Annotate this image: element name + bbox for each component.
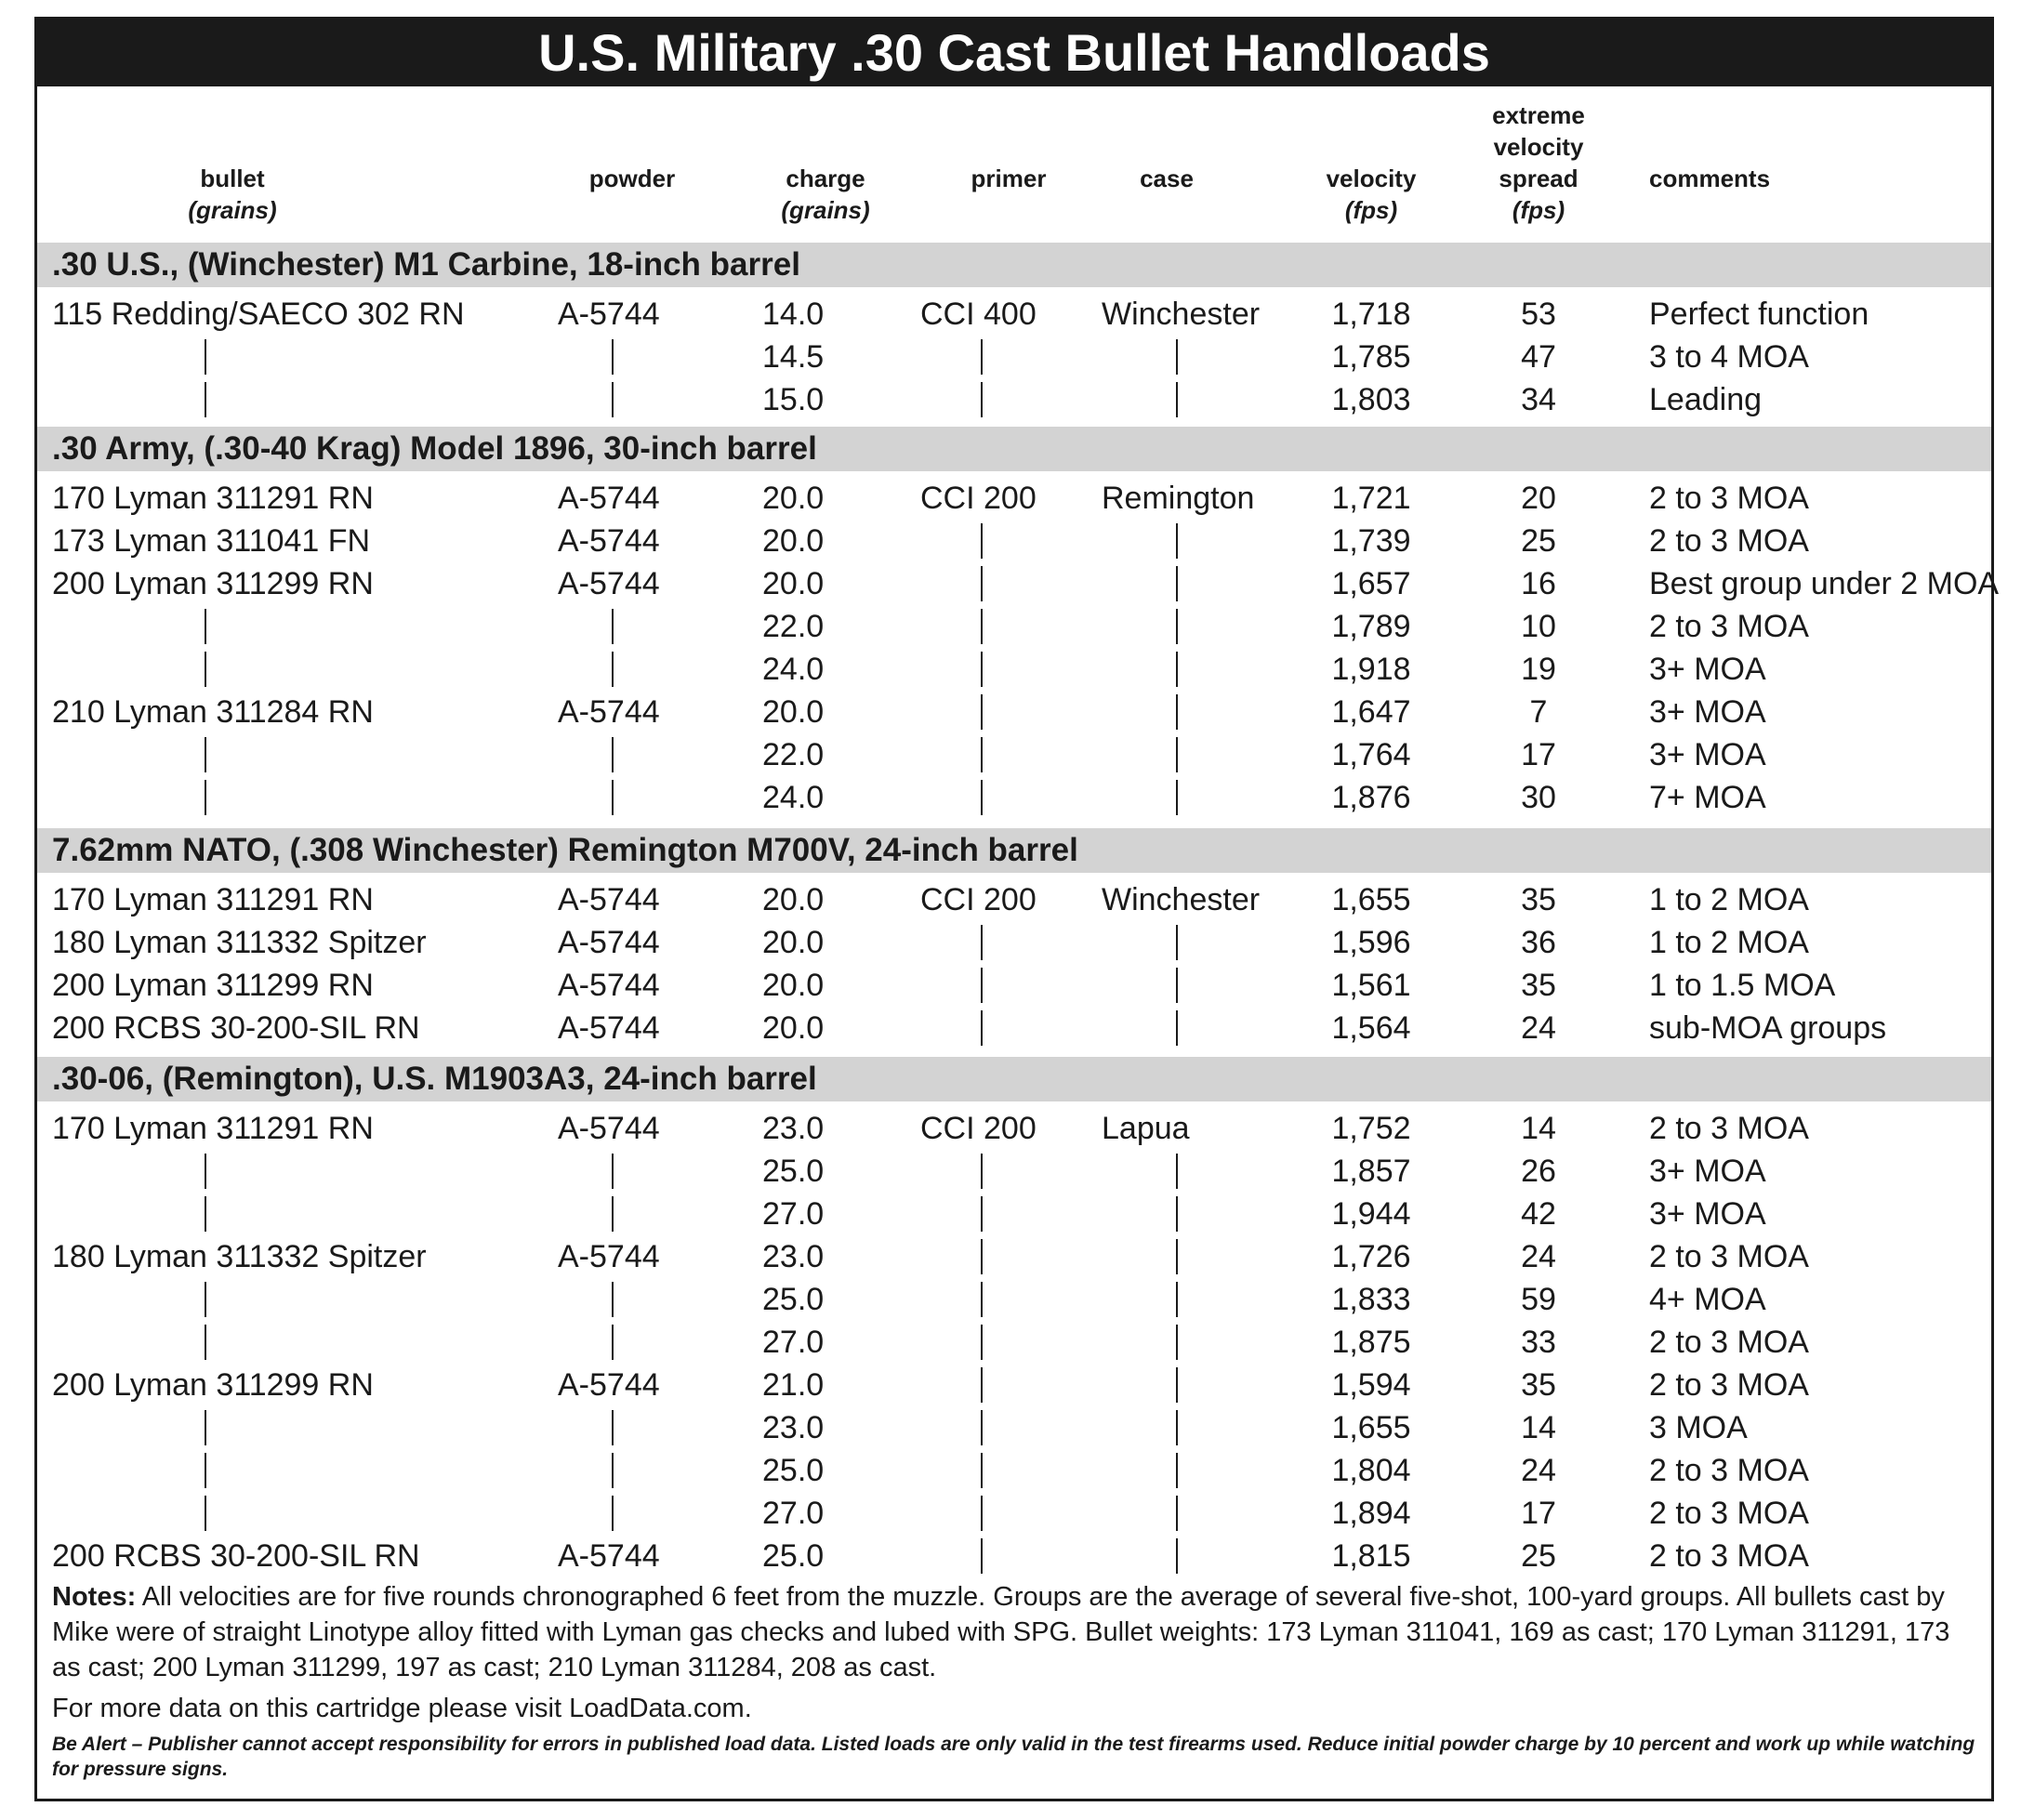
ditto-mark <box>612 737 614 772</box>
cell-velocity: 1,815 <box>1331 1538 1411 1574</box>
cell-evs: 17 <box>1521 1496 1556 1531</box>
cell-comments: 1 to 2 MOA <box>1649 882 1809 917</box>
cell-bullet: 180 Lyman 311332 Spitzer <box>52 1239 427 1274</box>
cell-charge: 25.0 <box>762 1538 825 1574</box>
ditto-mark <box>612 780 614 815</box>
table-row <box>37 1321 1991 1364</box>
cell-comments: 2 to 3 MOA <box>1649 1111 1809 1146</box>
table-row <box>37 477 1991 520</box>
ditto-mark <box>1176 1325 1178 1360</box>
header-powder-label: powder <box>588 165 676 192</box>
header-evs-line-2: velocity <box>1493 133 1584 161</box>
ditto-mark <box>205 1154 206 1189</box>
table-row <box>37 1364 1991 1406</box>
cell-charge: 25.0 <box>762 1453 825 1488</box>
table-row <box>37 1235 1991 1278</box>
cell-evs: 7 <box>1529 694 1548 730</box>
cell-comments: 1 to 2 MOA <box>1649 925 1809 960</box>
cell-powder: A-5744 <box>558 968 660 1003</box>
cell-comments: 7+ MOA <box>1649 780 1766 815</box>
cell-case: Winchester <box>1102 882 1261 917</box>
ditto-mark <box>205 1196 206 1232</box>
ditto-mark <box>1176 1367 1178 1403</box>
cell-charge: 27.0 <box>762 1325 825 1360</box>
ditto-mark <box>1176 1282 1178 1317</box>
cell-evs: 35 <box>1521 968 1556 1003</box>
ditto-mark <box>612 339 614 375</box>
cell-evs: 42 <box>1521 1196 1556 1232</box>
cell-velocity: 1,564 <box>1331 1010 1411 1046</box>
notes-text: All velocities are for five rounds chronographed 6 feet from the muzzle. Groups are the average of several five-shot, 100-yard groups. All bullets cast by Mike were of straight Linotype alloy fitted with Lyman gas checks and lubed with SPG. Bullet weights: 173 Lyman 311041, 169 as cast; 170 Lyman 311291, 173 as cast; 200 Lyman 311299, 197 as cast; 210 Lyman 311284, 208 as cast. <box>52 1582 1950 1682</box>
section-header: .30 U.S., (Winchester) M1 Carbine, 18-inch barrel <box>37 243 1991 287</box>
ditto-mark <box>1176 566 1178 601</box>
ditto-mark <box>1176 1453 1178 1488</box>
ditto-mark <box>1176 1010 1178 1046</box>
ditto-mark <box>1176 1196 1178 1232</box>
cell-powder: A-5744 <box>558 882 660 917</box>
table-row <box>37 1449 1991 1492</box>
section-header: .30 Army, (.30-40 Krag) Model 1896, 30-inch barrel <box>37 427 1991 471</box>
header-primer <box>948 163 1069 194</box>
table-row <box>37 1278 1991 1321</box>
ditto-mark <box>981 523 983 559</box>
cell-comments: 3 to 4 MOA <box>1649 339 1809 375</box>
cell-evs: 20 <box>1521 481 1556 516</box>
ditto-mark <box>981 1282 983 1317</box>
cell-bullet: 173 Lyman 311041 FN <box>52 523 371 559</box>
cell-velocity: 1,594 <box>1331 1367 1411 1403</box>
table-row <box>37 1107 1991 1150</box>
cell-velocity: 1,657 <box>1331 566 1411 601</box>
cell-comments: 3+ MOA <box>1649 737 1766 772</box>
cell-comments: 2 to 3 MOA <box>1649 1325 1809 1360</box>
cell-case: Winchester <box>1102 297 1261 332</box>
cell-charge: 22.0 <box>762 737 825 772</box>
ditto-mark <box>612 1496 614 1531</box>
cell-primer: CCI 200 <box>920 481 1037 516</box>
ditto-mark <box>205 382 206 417</box>
ditto-mark <box>1176 694 1178 730</box>
cell-bullet: 200 Lyman 311299 RN <box>52 1367 374 1403</box>
ditto-mark <box>205 652 206 687</box>
cell-powder: A-5744 <box>558 566 660 601</box>
ditto-mark <box>981 382 983 417</box>
cell-comments: Best group under 2 MOA <box>1649 566 2000 601</box>
ditto-mark <box>981 339 983 375</box>
table-row <box>37 378 1991 421</box>
ditto-mark <box>981 968 983 1003</box>
cell-charge: 20.0 <box>762 481 825 516</box>
cell-powder: A-5744 <box>558 1538 660 1574</box>
cell-evs: 10 <box>1521 609 1556 644</box>
cell-powder: A-5744 <box>558 481 660 516</box>
cell-velocity: 1,918 <box>1331 652 1411 687</box>
cell-bullet: 170 Lyman 311291 RN <box>52 1111 374 1146</box>
ditto-mark <box>1176 1496 1178 1531</box>
table-title: U.S. Military .30 Cast Bullet Handloads <box>37 20 1991 86</box>
ditto-mark <box>1176 968 1178 1003</box>
cell-evs: 53 <box>1521 297 1556 332</box>
cell-powder: A-5744 <box>558 1367 660 1403</box>
cell-velocity: 1,647 <box>1331 694 1411 730</box>
cell-evs: 25 <box>1521 1538 1556 1574</box>
cell-charge: 21.0 <box>762 1367 825 1403</box>
cell-charge: 23.0 <box>762 1111 825 1146</box>
ditto-mark <box>981 609 983 644</box>
table-row <box>37 605 1991 648</box>
header-powder <box>567 163 697 194</box>
cell-evs: 34 <box>1521 382 1556 417</box>
cell-bullet: 210 Lyman 311284 RN <box>52 694 374 730</box>
table-row <box>37 1406 1991 1449</box>
section-header: .30-06, (Remington), U.S. M1903A3, 24-inch barrel <box>37 1057 1991 1101</box>
header-velocity-unit: (fps) <box>1344 196 1398 224</box>
cell-comments: 1 to 1.5 MOA <box>1649 968 1836 1003</box>
cell-comments: 3 MOA <box>1649 1410 1748 1445</box>
ditto-mark <box>981 1538 983 1574</box>
header-evs-line-1: extreme <box>1492 101 1585 129</box>
cell-powder: A-5744 <box>558 1111 660 1146</box>
cell-charge: 20.0 <box>762 925 825 960</box>
cell-velocity: 1,726 <box>1331 1239 1411 1274</box>
cell-charge: 20.0 <box>762 566 825 601</box>
cell-evs: 35 <box>1521 882 1556 917</box>
cell-primer: CCI 200 <box>920 1111 1037 1146</box>
cell-bullet: 200 RCBS 30-200-SIL RN <box>52 1538 420 1574</box>
ditto-mark <box>1176 382 1178 417</box>
cell-velocity: 1,804 <box>1331 1453 1411 1488</box>
cell-evs: 24 <box>1521 1453 1556 1488</box>
cell-evs: 47 <box>1521 339 1556 375</box>
ditto-mark <box>1176 737 1178 772</box>
ditto-mark <box>205 1410 206 1445</box>
cell-evs: 30 <box>1521 780 1556 815</box>
cell-velocity: 1,875 <box>1331 1325 1411 1360</box>
cell-evs: 35 <box>1521 1367 1556 1403</box>
ditto-mark <box>1176 925 1178 960</box>
table-row <box>37 520 1991 562</box>
cell-velocity: 1,739 <box>1331 523 1411 559</box>
ditto-mark <box>1176 1239 1178 1274</box>
cell-primer: CCI 400 <box>920 297 1037 332</box>
cell-velocity: 1,721 <box>1331 481 1411 516</box>
table-row <box>37 733 1991 776</box>
ditto-mark <box>205 1496 206 1531</box>
cell-bullet: 115 Redding/SAECO 302 RN <box>52 297 465 332</box>
cell-comments: 2 to 3 MOA <box>1649 1538 1809 1574</box>
cell-velocity: 1,857 <box>1331 1154 1411 1189</box>
cell-charge: 24.0 <box>762 780 825 815</box>
cell-evs: 59 <box>1521 1282 1556 1317</box>
ditto-mark <box>612 652 614 687</box>
ditto-mark <box>1176 609 1178 644</box>
ditto-mark <box>981 1367 983 1403</box>
cell-bullet: 170 Lyman 311291 RN <box>52 882 374 917</box>
cell-velocity: 1,894 <box>1331 1496 1411 1531</box>
header-bullet-label: bullet <box>200 165 265 192</box>
table-row <box>37 878 1991 921</box>
cell-primer: CCI 200 <box>920 882 1037 917</box>
cell-comments: 2 to 3 MOA <box>1649 1367 1809 1403</box>
table-row <box>37 293 1991 336</box>
header-bullet-unit: (grains) <box>188 196 277 224</box>
cell-powder: A-5744 <box>558 925 660 960</box>
cell-velocity: 1,561 <box>1331 968 1411 1003</box>
ditto-mark <box>981 694 983 730</box>
ditto-mark <box>612 1154 614 1189</box>
cell-comments: 3+ MOA <box>1649 1154 1766 1189</box>
table-row <box>37 336 1991 378</box>
cell-velocity: 1,876 <box>1331 780 1411 815</box>
cell-charge: 23.0 <box>762 1239 825 1274</box>
ditto-mark <box>1176 1410 1178 1445</box>
table-row <box>37 648 1991 691</box>
cell-comments: Perfect function <box>1649 297 1869 332</box>
cell-charge: 14.5 <box>762 339 825 375</box>
ditto-mark <box>981 1410 983 1445</box>
ditto-mark <box>205 1282 206 1317</box>
ditto-mark <box>612 1325 614 1360</box>
ditto-mark <box>205 1453 206 1488</box>
cell-charge: 20.0 <box>762 968 825 1003</box>
cell-evs: 14 <box>1521 1111 1556 1146</box>
cell-velocity: 1,596 <box>1331 925 1411 960</box>
cell-bullet: 180 Lyman 311332 Spitzer <box>52 925 427 960</box>
header-comments <box>1649 163 1770 194</box>
header-velocity-label: velocity <box>1326 165 1417 192</box>
ditto-mark <box>205 339 206 375</box>
ditto-mark <box>1176 652 1178 687</box>
cell-case: Lapua <box>1102 1111 1190 1146</box>
ditto-mark <box>981 1239 983 1274</box>
header-case <box>1116 163 1218 194</box>
cell-comments: 2 to 3 MOA <box>1649 1453 1809 1488</box>
cell-charge: 15.0 <box>762 382 825 417</box>
cell-velocity: 1,718 <box>1331 297 1411 332</box>
header-comments-label: comments <box>1649 165 1771 192</box>
ditto-mark <box>205 609 206 644</box>
ditto-mark <box>981 652 983 687</box>
alert-disclaimer: Be Alert – Publisher cannot accept responsibility for errors in published load data. Listed loads are only valid in the test firearms used. Reduce initial powder charge by 10 percent and work up while watching for pressure signs. <box>52 1734 1975 1780</box>
cell-velocity: 1,789 <box>1331 609 1411 644</box>
ditto-mark <box>205 780 206 815</box>
cell-velocity: 1,785 <box>1331 339 1411 375</box>
ditto-mark <box>612 609 614 644</box>
header-velocity <box>1301 163 1441 226</box>
ditto-mark <box>205 1325 206 1360</box>
cell-evs: 16 <box>1521 566 1556 601</box>
ditto-mark <box>981 780 983 815</box>
cell-powder: A-5744 <box>558 1010 660 1046</box>
cell-comments: Leading <box>1649 382 1763 417</box>
table-row <box>37 1007 1991 1049</box>
cell-comments: 3+ MOA <box>1649 694 1766 730</box>
cell-charge: 14.0 <box>762 297 825 332</box>
cell-charge: 24.0 <box>762 652 825 687</box>
cell-comments: 2 to 3 MOA <box>1649 1239 1809 1274</box>
cell-bullet: 200 Lyman 311299 RN <box>52 566 374 601</box>
notes-label: Notes: <box>52 1582 137 1612</box>
ditto-mark <box>612 1282 614 1317</box>
ditto-mark <box>612 1410 614 1445</box>
ditto-mark <box>1176 1154 1178 1189</box>
cell-charge: 27.0 <box>762 1496 825 1531</box>
cell-comments: 2 to 3 MOA <box>1649 609 1809 644</box>
section-header: 7.62mm NATO, (.308 Winchester) Remington M700V, 24-inch barrel <box>37 828 1991 873</box>
header-charge-label: charge <box>786 165 865 192</box>
header-extreme-velocity-spread <box>1469 99 1608 226</box>
ditto-mark <box>981 1196 983 1232</box>
ditto-mark <box>981 925 983 960</box>
table-row <box>37 776 1991 819</box>
cell-evs: 33 <box>1521 1325 1556 1360</box>
cell-charge: 20.0 <box>762 694 825 730</box>
cell-charge: 20.0 <box>762 882 825 917</box>
cell-powder: A-5744 <box>558 297 660 332</box>
ditto-mark <box>1176 339 1178 375</box>
notes-paragraph <box>52 1579 1976 1685</box>
header-evs-unit: (fps) <box>1512 196 1565 224</box>
cell-charge: 20.0 <box>762 1010 825 1046</box>
ditto-mark <box>981 737 983 772</box>
cell-powder: A-5744 <box>558 1239 660 1274</box>
cell-evs: 25 <box>1521 523 1556 559</box>
ditto-mark <box>612 1453 614 1488</box>
cell-charge: 20.0 <box>762 523 825 559</box>
ditto-mark <box>981 1154 983 1189</box>
ditto-mark <box>1176 523 1178 559</box>
cell-velocity: 1,944 <box>1331 1196 1411 1232</box>
cell-velocity: 1,655 <box>1331 882 1411 917</box>
header-charge-unit: (grains) <box>781 196 870 224</box>
cell-comments: 2 to 3 MOA <box>1649 523 1809 559</box>
ditto-mark <box>1176 1538 1178 1574</box>
cell-comments: 2 to 3 MOA <box>1649 1496 1809 1531</box>
ditto-mark <box>981 1325 983 1360</box>
table-row <box>37 921 1991 964</box>
notes <box>52 1579 1976 1726</box>
table-row <box>37 1193 1991 1235</box>
cell-velocity: 1,803 <box>1331 382 1411 417</box>
table-row <box>37 691 1991 733</box>
cell-charge: 23.0 <box>762 1410 825 1445</box>
header-primer-label: primer <box>971 165 1047 192</box>
cell-evs: 26 <box>1521 1154 1556 1189</box>
ditto-mark <box>981 566 983 601</box>
cell-charge: 22.0 <box>762 609 825 644</box>
cell-evs: 19 <box>1521 652 1556 687</box>
ditto-mark <box>981 1453 983 1488</box>
cell-comments: 2 to 3 MOA <box>1649 481 1809 516</box>
notes-more: For more data on this cartridge please visit LoadData.com. <box>52 1694 752 1723</box>
cell-velocity: 1,752 <box>1331 1111 1411 1146</box>
table-row <box>37 1535 1991 1577</box>
header-evs-line-3: spread <box>1499 165 1578 192</box>
table-row <box>37 1150 1991 1193</box>
cell-evs: 24 <box>1521 1239 1556 1274</box>
ditto-mark <box>981 1496 983 1531</box>
cell-charge: 27.0 <box>762 1196 825 1232</box>
ditto-mark <box>1176 780 1178 815</box>
cell-bullet: 170 Lyman 311291 RN <box>52 481 374 516</box>
ditto-mark <box>981 1010 983 1046</box>
cell-velocity: 1,655 <box>1331 1410 1411 1445</box>
cell-comments: 3+ MOA <box>1649 1196 1766 1232</box>
cell-charge: 25.0 <box>762 1282 825 1317</box>
cell-velocity: 1,833 <box>1331 1282 1411 1317</box>
header-charge <box>760 163 891 226</box>
header-bullet <box>149 163 316 226</box>
table-row <box>37 964 1991 1007</box>
cell-evs: 36 <box>1521 925 1556 960</box>
table-row <box>37 1492 1991 1535</box>
cell-case: Remington <box>1102 481 1255 516</box>
cell-evs: 14 <box>1521 1410 1556 1445</box>
cell-powder: A-5744 <box>558 694 660 730</box>
cell-bullet: 200 Lyman 311299 RN <box>52 968 374 1003</box>
ditto-mark <box>612 382 614 417</box>
header-case-label: case <box>1140 165 1194 192</box>
load-table-frame <box>34 17 2000 1801</box>
cell-comments: 4+ MOA <box>1649 1282 1766 1317</box>
cell-comments: 3+ MOA <box>1649 652 1766 687</box>
ditto-mark <box>205 737 206 772</box>
cell-bullet: 200 RCBS 30-200-SIL RN <box>52 1010 420 1046</box>
cell-charge: 25.0 <box>762 1154 825 1189</box>
cell-evs: 17 <box>1521 737 1556 772</box>
ditto-mark <box>612 1196 614 1232</box>
cell-comments: sub-MOA groups <box>1649 1010 1887 1046</box>
table-row <box>37 562 2000 605</box>
cell-evs: 24 <box>1521 1010 1556 1046</box>
cell-velocity: 1,764 <box>1331 737 1411 772</box>
cell-powder: A-5744 <box>558 523 660 559</box>
